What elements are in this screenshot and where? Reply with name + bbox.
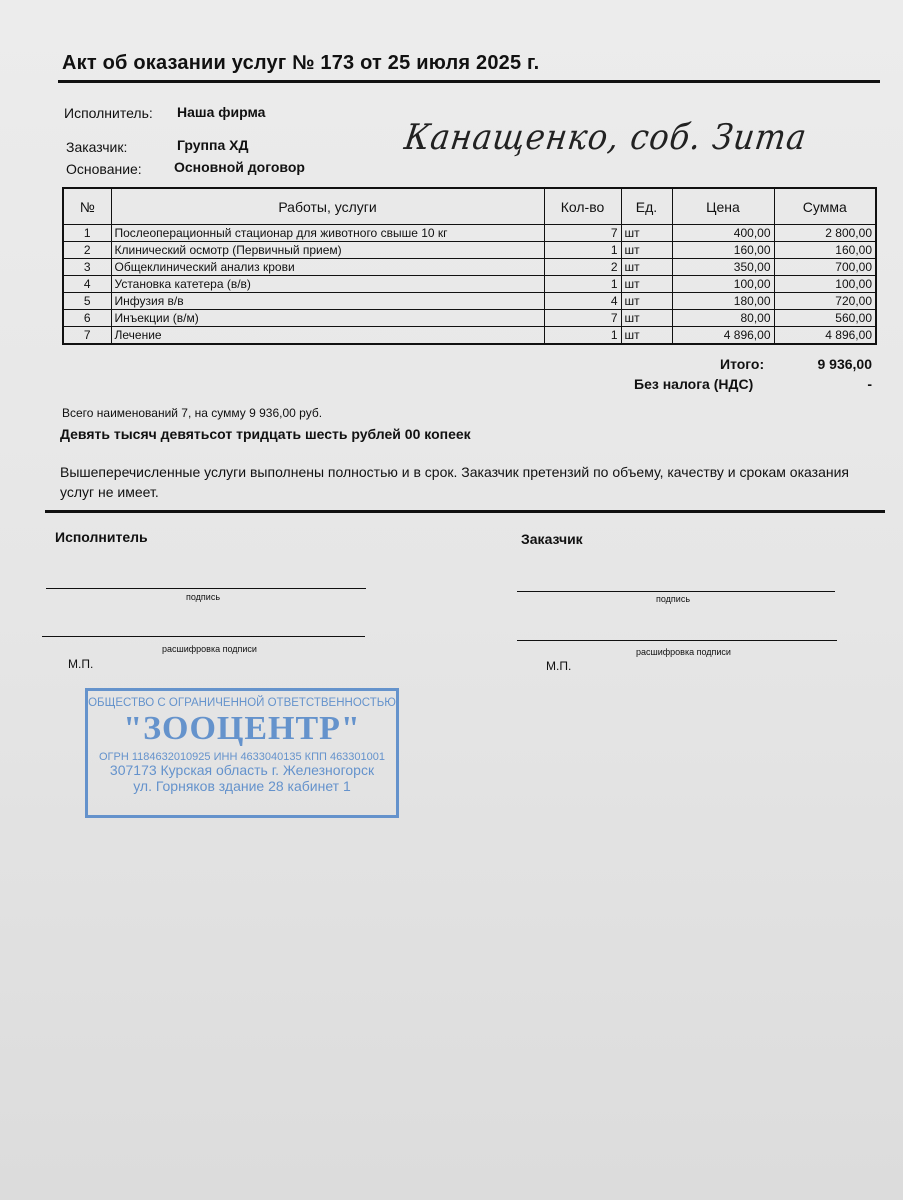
row-service: Послеоперационный стационар для животного свыше 10 кг: [111, 225, 544, 242]
table-row: [63, 242, 876, 259]
row-sum: 100,00: [774, 276, 876, 293]
table-row: [63, 310, 876, 327]
table-header: [63, 188, 876, 225]
total-value: 9 936,00: [817, 356, 872, 372]
row-unit: шт: [621, 259, 672, 276]
row-number: 4: [63, 276, 111, 293]
row-qty: 4: [544, 293, 621, 310]
executor-decoding-line[interactable]: [42, 636, 365, 637]
summary-text: Всего наименований 7, на сумму 9 936,00 руб.: [62, 406, 323, 420]
stamp-line: ОБЩЕСТВО С ОГРАНИЧЕННОЙ ОТВЕТСТВЕННОСТЬЮ: [88, 697, 396, 709]
row-sum: 4 896,00: [774, 327, 876, 345]
customer-sign-heading: Заказчик: [521, 531, 583, 547]
seal-placeholder: М.П.: [546, 659, 572, 673]
row-number: 3: [63, 259, 111, 276]
decoding-caption: расшифровка подписи: [636, 647, 731, 657]
company-stamp: [85, 688, 399, 818]
amount-in-words: Девять тысяч девятьсот тридцать шесть рублей 00 копеек: [60, 426, 471, 442]
executor-signature-line[interactable]: [46, 588, 366, 589]
section-rule: [45, 510, 885, 513]
col-qty: Кол-во: [544, 188, 621, 225]
row-qty: 1: [544, 327, 621, 345]
col-number: №: [63, 188, 111, 225]
row-unit: шт: [621, 310, 672, 327]
services-table: [62, 187, 877, 345]
customer-signature-line[interactable]: [517, 591, 835, 592]
customer-decoding-line[interactable]: [517, 640, 837, 641]
row-unit: шт: [621, 293, 672, 310]
executor-sign-heading: Исполнитель: [55, 529, 148, 545]
row-price: 180,00: [672, 293, 774, 310]
row-service: Инфузия в/в: [111, 293, 544, 310]
row-qty: 7: [544, 310, 621, 327]
row-sum: 2 800,00: [774, 225, 876, 242]
row-sum: 160,00: [774, 242, 876, 259]
total-label: Итого:: [720, 356, 765, 372]
tax-label: Без налога (НДС): [634, 376, 754, 392]
stamp-name: "ЗООЦЕНТР": [123, 709, 361, 747]
row-unit: шт: [621, 225, 672, 242]
row-qty: 1: [544, 242, 621, 259]
customer-value: Группа ХД: [177, 137, 249, 153]
decoding-caption: расшифровка подписи: [162, 644, 257, 654]
handwritten-note: Канащенко, соб. Зита: [402, 116, 810, 158]
row-qty: 7: [544, 225, 621, 242]
row-price: 80,00: [672, 310, 774, 327]
row-price: 160,00: [672, 242, 774, 259]
row-price: 400,00: [672, 225, 774, 242]
row-price: 4 896,00: [672, 327, 774, 345]
row-unit: шт: [621, 276, 672, 293]
basis-value: Основной договор: [174, 159, 305, 175]
row-number: 7: [63, 327, 111, 345]
customer-label: Заказчик:: [66, 139, 128, 155]
row-service: Общеклинический анализ крови: [111, 259, 544, 276]
row-sum: 560,00: [774, 310, 876, 327]
executor-label: Исполнитель:: [64, 105, 153, 121]
seal-placeholder: М.П.: [68, 657, 94, 671]
stamp-line: ОГРН 1184632010925 ИНН 4633040135 КПП 463301001: [98, 751, 386, 764]
statement-text: Вышеперечисленные услуги выполнены полностью и в срок. Заказчик претензий по объему, качеству и срокам оказания услуг не имеет.: [60, 464, 849, 500]
tax-value: -: [867, 376, 872, 392]
row-unit: шт: [621, 242, 672, 259]
title-rule: [58, 80, 880, 83]
col-sum: Сумма: [774, 188, 876, 225]
col-unit: Ед.: [621, 188, 672, 225]
row-service: Инъекции (в/м): [111, 310, 544, 327]
row-price: 100,00: [672, 276, 774, 293]
table-row: [63, 225, 876, 242]
table-row: [63, 259, 876, 276]
col-price: Цена: [672, 188, 774, 225]
row-number: 2: [63, 242, 111, 259]
stamp-line: ул. Горняков здание 28 кабинет 1: [133, 777, 351, 794]
row-number: 6: [63, 310, 111, 327]
row-service: Клинический осмотр (Первичный прием): [111, 242, 544, 259]
row-number: 1: [63, 225, 111, 242]
row-price: 350,00: [672, 259, 774, 276]
table-row: [63, 293, 876, 310]
row-qty: 2: [544, 259, 621, 276]
table-row: [63, 327, 876, 345]
row-service: Лечение: [111, 327, 544, 345]
table-row: [63, 276, 876, 293]
row-service: Установка катетера (в/в): [111, 276, 544, 293]
basis-label: Основание:: [66, 161, 142, 177]
row-sum: 700,00: [774, 259, 876, 276]
stamp-line: 307173 Курская область г. Железногорск: [109, 762, 375, 779]
signature-caption: подпись: [656, 594, 691, 604]
signature-caption: подпись: [186, 592, 221, 602]
row-unit: шт: [621, 327, 672, 345]
document-title: Акт об оказании услуг № 173 от 25 июля 2025 г.: [62, 52, 540, 74]
row-qty: 1: [544, 276, 621, 293]
col-works: Работы, услуги: [111, 188, 544, 225]
row-number: 5: [63, 293, 111, 310]
row-sum: 720,00: [774, 293, 876, 310]
executor-value: Наша фирма: [177, 104, 266, 120]
